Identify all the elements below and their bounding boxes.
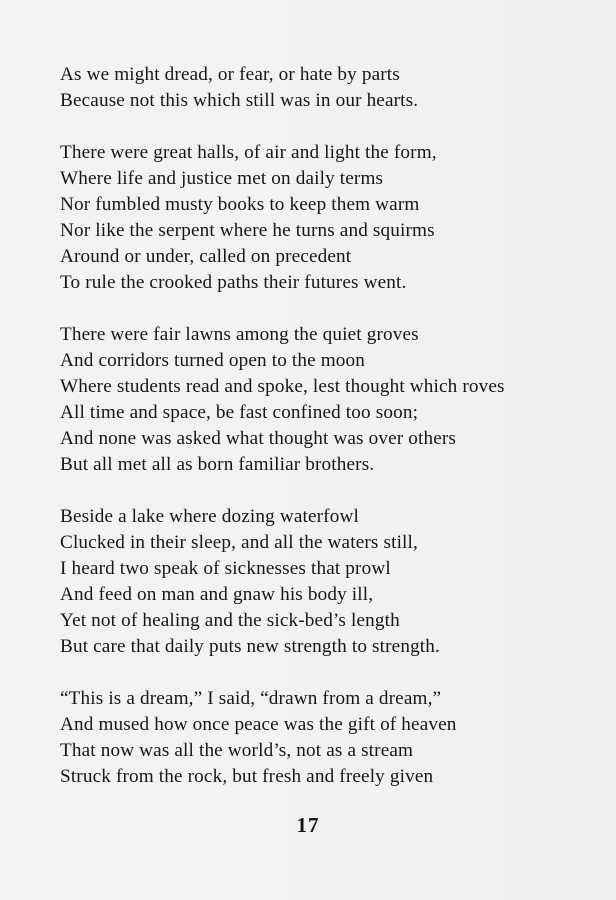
poem-line: I heard two speak of sicknesses that prowl [60, 558, 391, 579]
poem-line: But care that daily puts new strength to strength. [60, 636, 440, 657]
stanza-2 [60, 140, 590, 296]
stanza-4 [60, 504, 590, 660]
poem-text [60, 62, 590, 816]
poem-line: Beside a lake where dozing waterfowl [60, 506, 359, 527]
poem-line: There were great halls, of air and light the form, [60, 142, 437, 163]
poem-line: There were fair lawns among the quiet groves [60, 324, 419, 345]
poem-line: Where life and justice met on daily terms [60, 168, 384, 189]
poem-line: And corridors turned open to the moon [60, 350, 366, 371]
poem-line: And none was asked what thought was over others [60, 428, 457, 449]
stanza-1 [60, 62, 590, 114]
stanza-5 [60, 686, 590, 790]
poem-line: To rule the crooked paths their futures went. [60, 272, 407, 293]
poem-line: Struck from the rock, but fresh and freely given [60, 766, 434, 787]
poem-line: And mused how once peace was the gift of heaven [60, 714, 457, 735]
stanza-3 [60, 322, 590, 478]
poem-line: Clucked in their sleep, and all the waters still, [60, 532, 418, 553]
poem-line: All time and space, be fast confined too soon; [60, 402, 419, 423]
poem-line: Where students read and spoke, lest thought which roves [60, 376, 505, 397]
poem-line: Nor fumbled musty books to keep them warm [60, 194, 420, 215]
poem-line: “This is a dream,” I said, “drawn from a dream,” [60, 688, 442, 709]
poem-line: Nor like the serpent where he turns and squirms [60, 220, 435, 241]
page-number: 17 [296, 813, 320, 837]
poem-line: Yet not of healing and the sick-bed’s length [60, 610, 400, 631]
poem-line: And feed on man and gnaw his body ill, [60, 584, 374, 605]
poem-line: Around or under, called on precedent [60, 246, 352, 267]
poem-line: That now was all the world’s, not as a stream [60, 740, 414, 761]
poem-line: But all met all as born familiar brothers. [60, 454, 375, 475]
poem-line: As we might dread, or fear, or hate by parts [60, 64, 400, 85]
poem-line: Because not this which still was in our hearts. [60, 90, 419, 111]
